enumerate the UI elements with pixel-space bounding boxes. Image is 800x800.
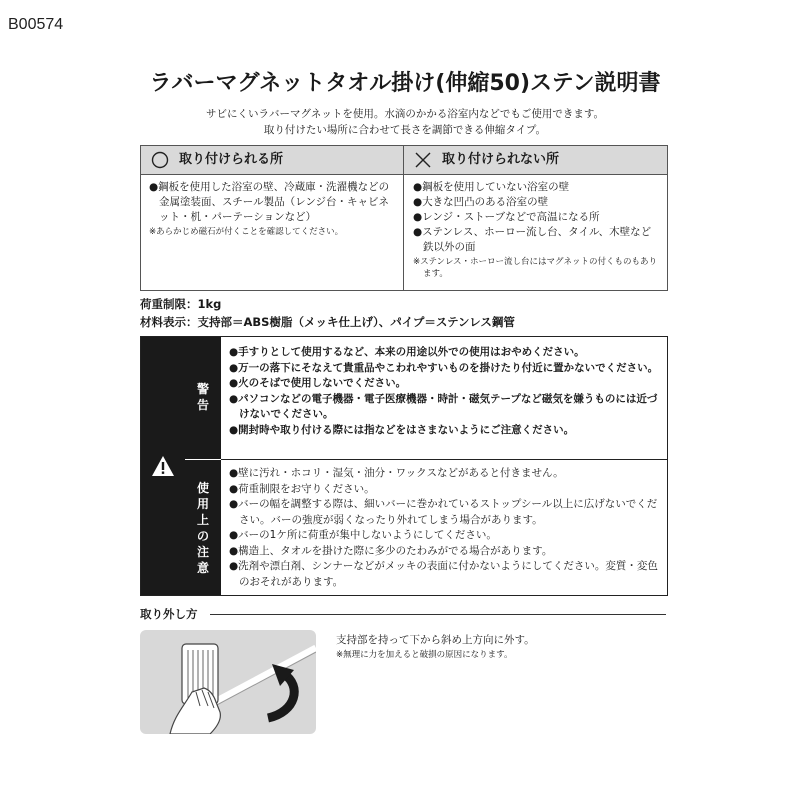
list-item: ●開封時や取り付ける際には指などをはさまないようにご注意ください。: [229, 423, 575, 436]
list-item: ●洗剤や漂白剤、シンナーなどがメッキの表面に付かないようにしてください。変質・変色のおそれがあります。: [229, 560, 658, 588]
removal-rule: [210, 614, 666, 615]
warning-list: [229, 345, 661, 438]
ok-place-heading: 取り付けられる所: [179, 152, 284, 167]
ng-place-heading: 取り付けられない所: [442, 152, 560, 167]
list-item: ●大きな凹凸のある浴室の壁: [413, 196, 549, 208]
hand-removing-holder-illustration: [140, 630, 316, 734]
warning-box: [140, 336, 668, 596]
warning-icon: [151, 455, 175, 477]
caution-list: [229, 466, 661, 590]
section-divider: [221, 459, 667, 460]
ok-place-note: ※あらかじめ磁石が付くことを確認してください。: [149, 227, 344, 237]
ng-place-header: [404, 146, 667, 175]
load-limit: 荷重制限：1kg: [140, 297, 222, 311]
cross-icon: [414, 151, 432, 169]
list-item: ●荷重制限をお守りください。: [229, 482, 375, 495]
placement-table: [140, 145, 668, 291]
list-item: ●バーの幅を調整する際は、細いバーに巻かれているストップシール以上に広げないでください。バーの強度が弱くなったり外れてしまう場合があります。: [229, 498, 658, 526]
list-item: ●レンジ・ストーブなどで高温になる所: [413, 211, 600, 223]
list-item: ●万一の落下にそなえて貴重品やこわれやすいものを掛けたり付近に置かないでください。: [229, 361, 659, 374]
removal-heading: 取り外し方: [140, 606, 206, 622]
caution-label-char-1: 使: [196, 481, 209, 495]
list-item: ●構造上、タオルを掛けた際に多少のたわみがでる場合があります。: [229, 544, 553, 557]
warning-label-char-1: 警: [196, 382, 209, 396]
caution-label-char-6: 意: [196, 561, 209, 575]
caution-label-cell: [185, 460, 221, 595]
ok-place-header: [141, 146, 404, 175]
column-divider: [403, 174, 404, 290]
list-item: ●鋼板を使用していない浴室の壁: [413, 181, 570, 193]
page-title: ラバーマグネットタオル掛け(伸縮50)ステン説明書: [149, 71, 661, 96]
caution-label-char-2: 用: [196, 497, 209, 511]
product-code: B00574: [8, 16, 64, 33]
removal-note: ※無理に力を加えると破損の原因になります。: [336, 650, 513, 660]
caution-label-char-4: の: [196, 529, 209, 543]
caution-label-char-3: 上: [196, 513, 209, 527]
warning-label-char-2: 告: [196, 398, 209, 412]
subtitle-line-2: 取り付けたい場所に合わせて長さを調節できる伸縮タイプ。: [263, 124, 547, 136]
removal-instruction: 支持部を持って下から斜め上方向に外す。: [336, 634, 535, 646]
warning-label-cell: [185, 337, 221, 460]
list-item: ●バーの1ケ所に荷重が集中しないようにしてください。: [229, 529, 497, 541]
removal-illustration: [140, 630, 316, 734]
list-item: ●火のそばで使用しないでください。: [229, 377, 407, 389]
list-item: ●パソコンなどの電子機器・電子医療機器・時計・磁気テープなど磁気を嫌うものには近づけないでください。: [229, 392, 658, 420]
ng-place-note: ※ステンレス・ホーロー流し台にはマグネットの付くものもあります。: [413, 257, 657, 279]
ok-place-list: [149, 180, 397, 238]
list-item: ●ステンレス、ホーロー流し台、タイル、木壁など鉄以外の面: [413, 226, 652, 253]
material-info: 材料表示：支持部＝ABS樹脂（メッキ仕上げ）、パイプ＝ステンレス鋼管: [140, 315, 515, 329]
circle-icon: [151, 151, 169, 169]
warning-sidebar: [141, 337, 185, 595]
list-item: ●鋼板を使用した浴室の壁、冷蔵庫・洗濯機などの金属塗装面、スチール製品（レンジ台・キャビネット・机・パーテーションなど）: [149, 181, 390, 223]
ng-place-list: [413, 180, 659, 280]
list-item: ●壁に汚れ・ホコリ・湿気・油分・ワックスなどがあると付きません。: [229, 467, 564, 479]
warning-label: [185, 381, 221, 413]
list-item: ●手すりとして使用するなど、本来の用途以外での使用はおやめください。: [229, 346, 585, 358]
caution-label-char-5: 注: [196, 545, 209, 559]
subtitle-line-1: サビにくいラバーマグネットを使用。水滴のかかる浴室内などでもご使用できます。: [205, 108, 605, 120]
caution-label: [185, 480, 221, 576]
